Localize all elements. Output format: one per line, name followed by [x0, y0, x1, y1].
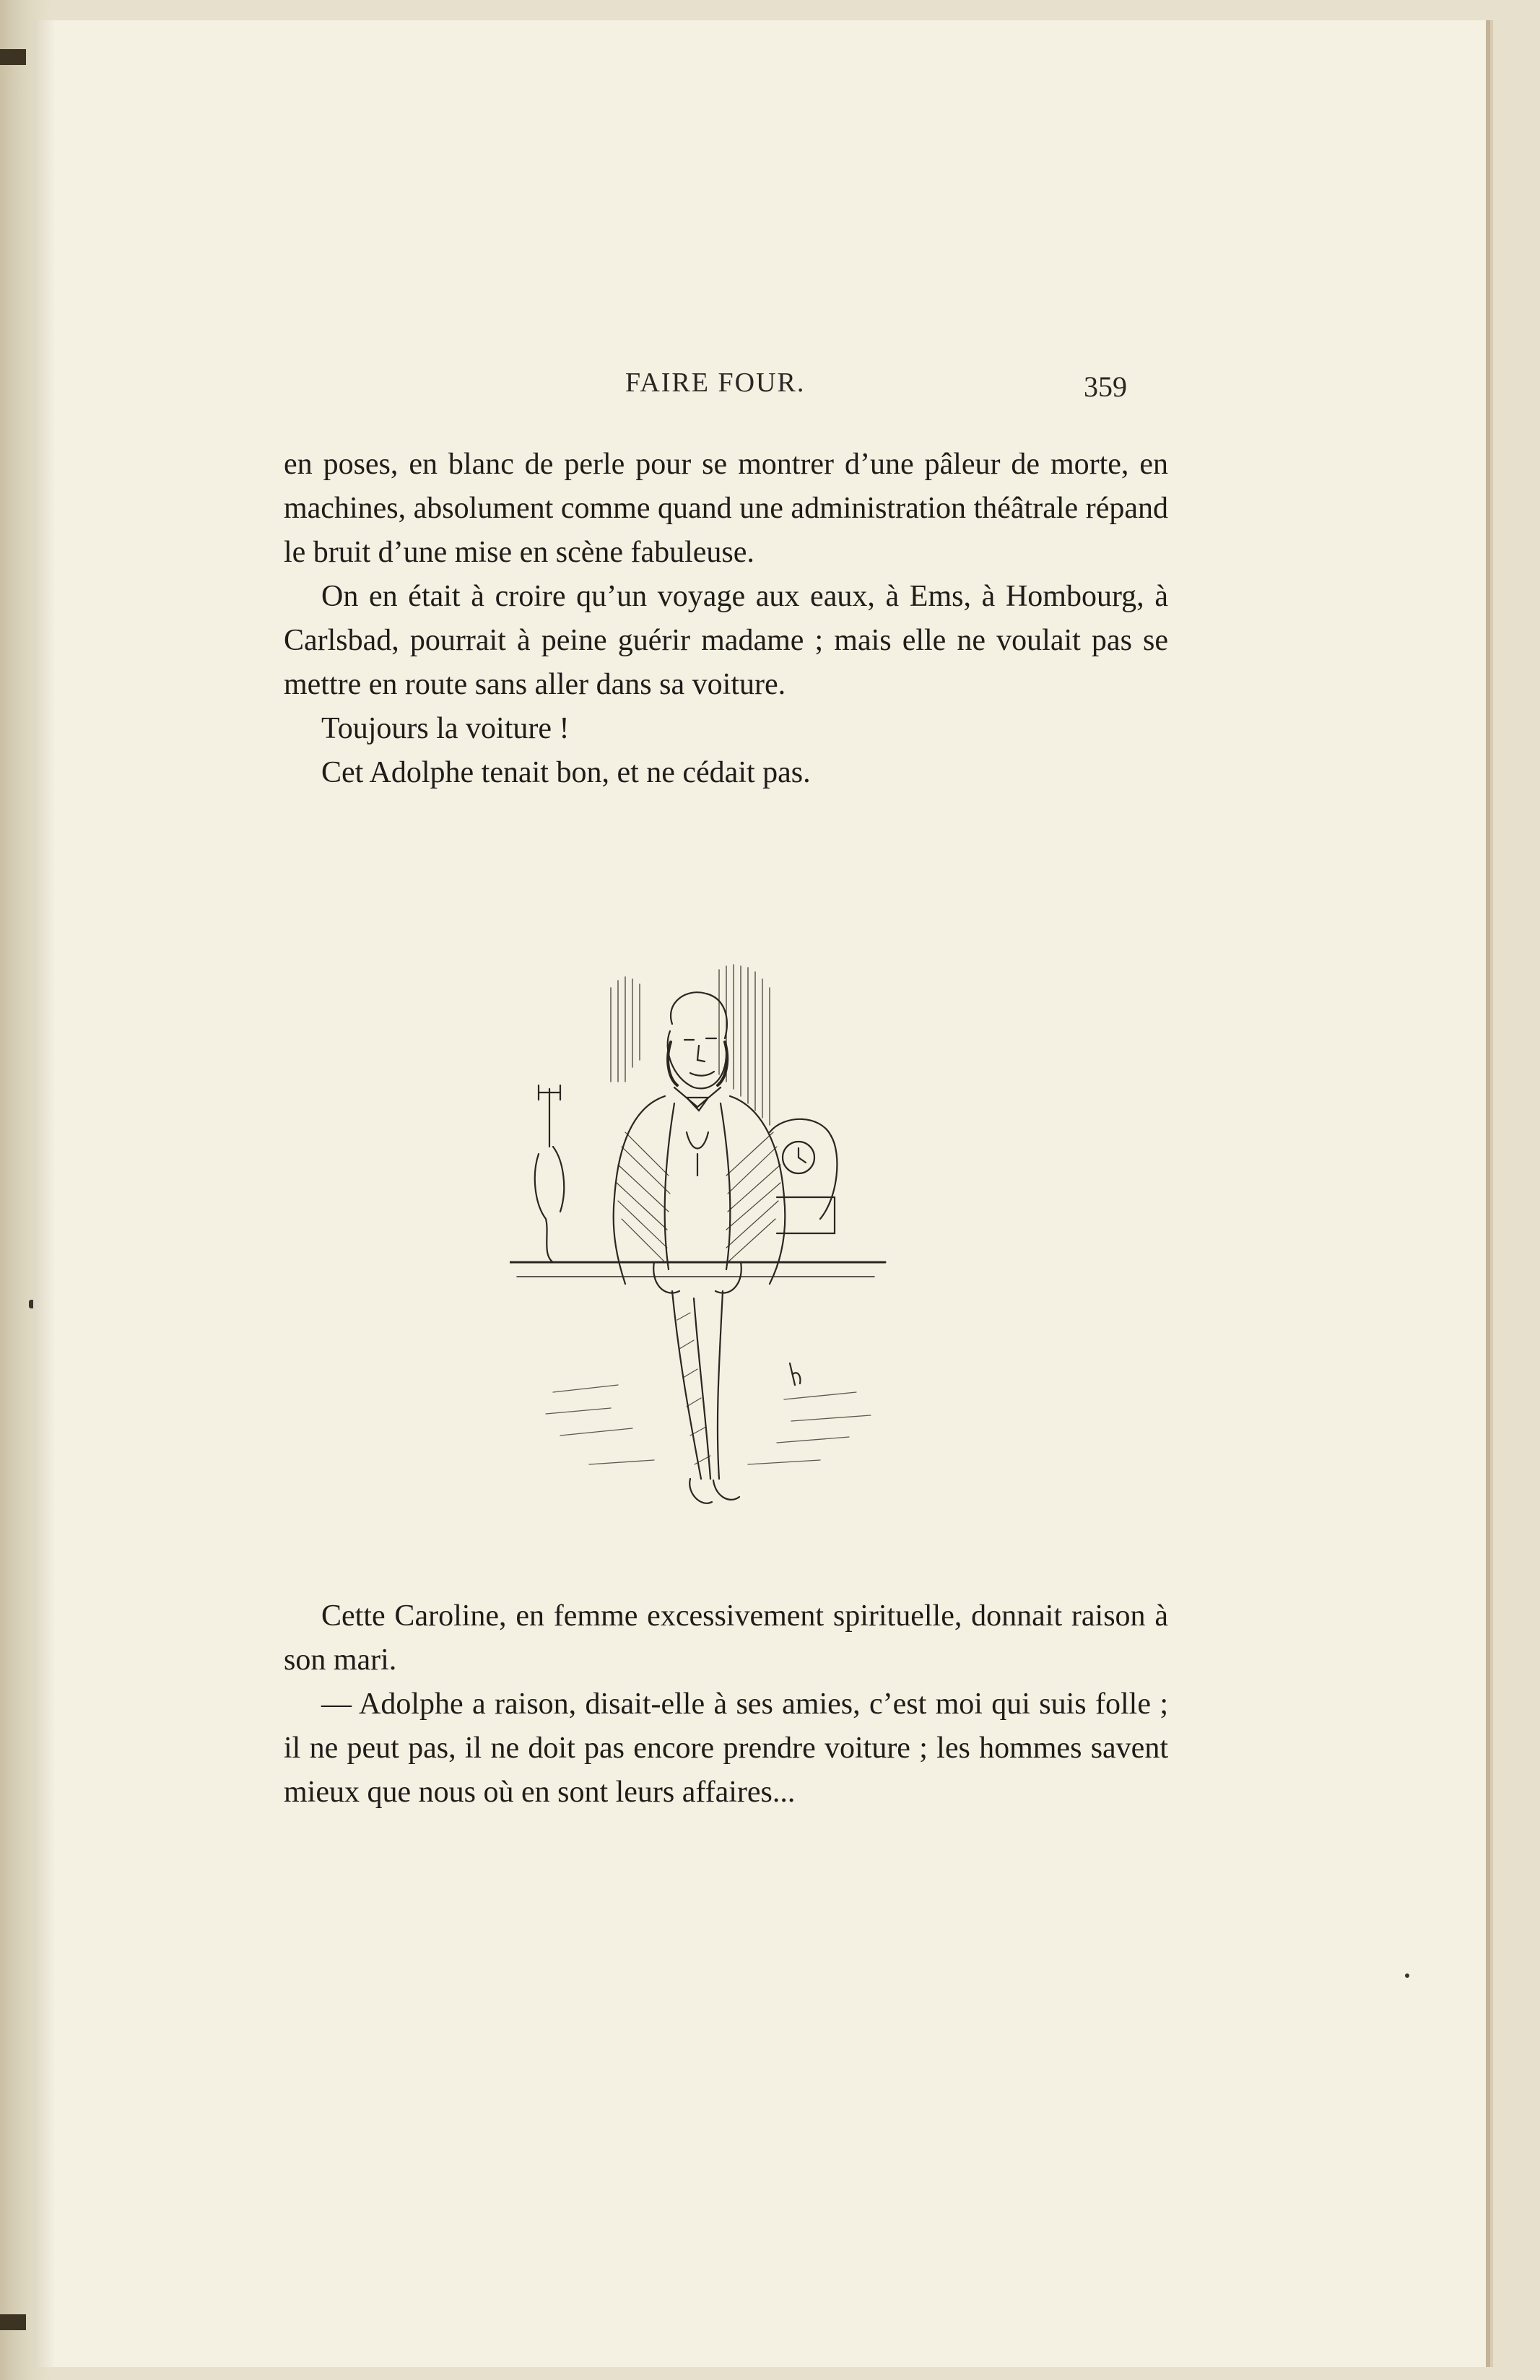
binding-clip-top: [0, 49, 26, 65]
paragraph: Toujours la voiture !: [321, 712, 570, 745]
running-title: FAIRE FOUR.: [625, 368, 806, 398]
engraving-man-standing-by-mantelpiece: [510, 959, 943, 1558]
page-number: 359: [1084, 370, 1127, 403]
paragraph: On en était à croire qu’un voyage aux eaux, à Ems, à Hombourg, à Carlsbad, pourrait à peine guérir madame ; mais elle ne voulait pas se mettre en route sans aller dans sa voiture.: [284, 580, 1168, 701]
paragraph: Cette Caroline, en femme excessivement spirituelle, donnait raison à son mari.: [284, 1599, 1168, 1677]
ink-speck: [1405, 1973, 1409, 1978]
paragraph: Cet Adolphe tenait bon, et ne cédait pas.: [321, 756, 811, 789]
book-page: [33, 20, 1486, 2367]
running-head: [33, 367, 1486, 417]
binding-clip-bottom: [0, 2314, 26, 2330]
paragraph: — Adolphe a raison, disait-elle à ses amies, c’est moi qui suis folle ; il ne peut pas, il ne doit pas encore prendre voiture ; les hommes savent mieux que nous où en sont leurs affaires...: [284, 1688, 1168, 1809]
text-block-bottom: [284, 1594, 1168, 1815]
text-block-top: [284, 443, 1168, 795]
paragraph: en poses, en blanc de perle pour se montrer d’une pâleur de morte, en machines, absolument comme quand une administration théâtrale répand le bruit d’une mise en scène fabuleuse.: [284, 448, 1168, 569]
